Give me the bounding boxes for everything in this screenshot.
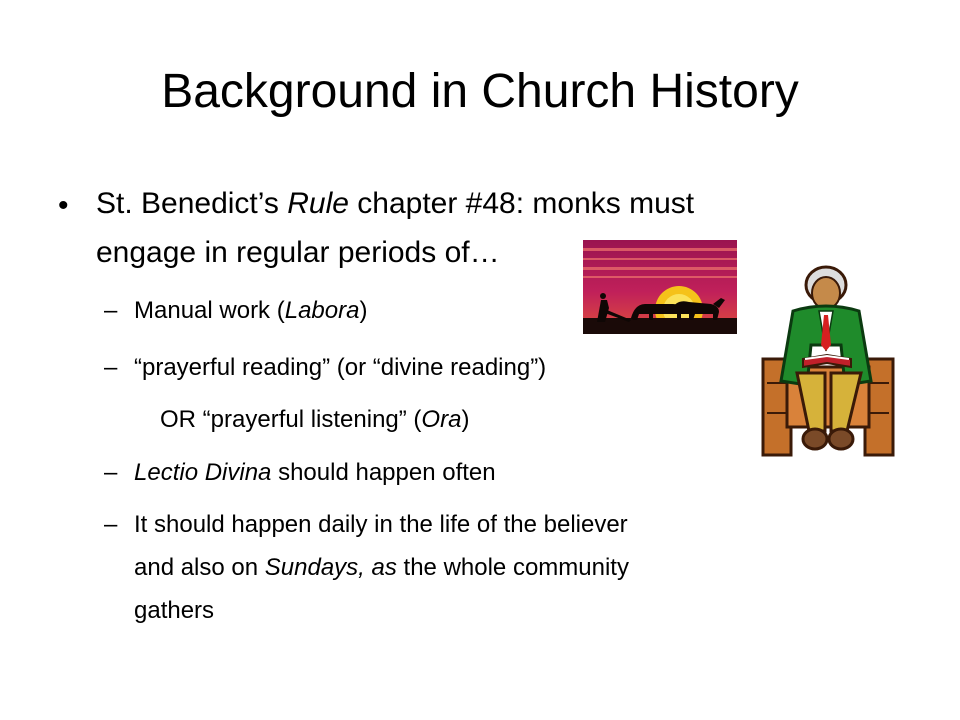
subitem-prayerful-reading: “prayerful reading” (or “divine reading”) <box>134 354 547 381</box>
plowing-sunset-image <box>583 240 737 334</box>
man-reading-image <box>757 263 899 459</box>
subitem-lectio-divina: Lectio Divina should happen often <box>134 459 496 486</box>
subitem-daily-line-1: It should happen daily in the life of the believer <box>134 511 628 538</box>
slide-title: Background in Church History <box>161 65 799 118</box>
subitem-daily-line-3: gathers <box>134 597 215 624</box>
dash-marker: – <box>104 297 118 324</box>
subitem-manual-work: Manual work (Labora) <box>134 297 368 324</box>
dash-marker: – <box>104 511 118 538</box>
dash-marker: – <box>104 459 118 486</box>
bullet-marker: • <box>58 189 69 222</box>
bullet-line-1: St. Benedict’s Rule chapter #48: monks must <box>96 187 695 220</box>
subitem-prayerful-listening: OR “prayerful listening” (Ora) <box>160 406 470 433</box>
subitem-daily-line-2: and also on Sundays, as the whole community <box>134 554 629 581</box>
dash-marker: – <box>104 354 118 381</box>
bullet-line-2: engage in regular periods of… <box>96 236 500 269</box>
